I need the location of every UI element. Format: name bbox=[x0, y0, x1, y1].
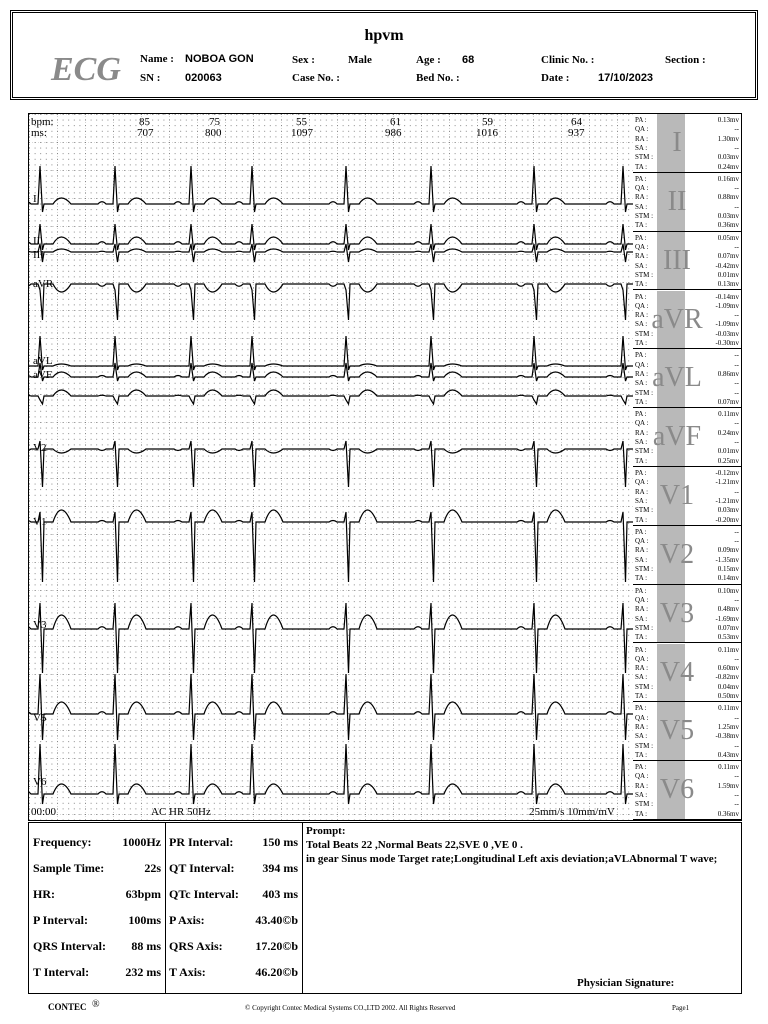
strip-time: 00:00 bbox=[31, 806, 57, 818]
lead-param-value: 0.25mv bbox=[717, 456, 739, 465]
lead-param-value: 1.30mv bbox=[717, 134, 739, 143]
lead-param-label: PA : bbox=[635, 410, 647, 419]
lead-param-label: TA : bbox=[635, 280, 648, 289]
lead-box-avl bbox=[633, 349, 741, 408]
lead-param-value: -- bbox=[734, 379, 739, 388]
lead-box-v5 bbox=[633, 702, 741, 761]
footer-copyright: © Copyright Contec Medical Systems CO.,LTD 2002. All Rights Reserved bbox=[245, 1004, 456, 1012]
prompt-line-1: Total Beats 22 ,Normal Beats 22,SVE 0 ,VE 0 . bbox=[306, 839, 523, 851]
lead-box-v1 bbox=[633, 467, 741, 526]
lead-param-label: RA : bbox=[635, 605, 649, 614]
lead-name: V5 bbox=[659, 715, 695, 747]
lead-box-ii bbox=[633, 173, 741, 232]
lead-label: V5 bbox=[33, 712, 47, 724]
measurements-table bbox=[28, 822, 742, 994]
lead-name: V1 bbox=[659, 480, 695, 511]
lead-param-label: STM : bbox=[635, 212, 654, 221]
filter-info: AC HR 50Hz bbox=[151, 806, 211, 818]
lead-param-label: QA : bbox=[635, 654, 649, 663]
lead-param-label: TA : bbox=[635, 515, 648, 524]
lead-param-value: 0.04mv bbox=[717, 682, 739, 691]
lead-param-value: -- bbox=[734, 713, 739, 722]
lead-param-label: SA : bbox=[635, 732, 648, 741]
hr-value: 63bpm bbox=[125, 887, 161, 901]
lead-name: I bbox=[672, 127, 682, 158]
lead-name: V4 bbox=[659, 656, 695, 688]
lead-param-label: SA : bbox=[635, 320, 648, 329]
lead-param-value: -1.21mv bbox=[715, 478, 739, 487]
lead-param-value: -- bbox=[734, 487, 739, 496]
qrs-axis-label: QRS Axis: bbox=[169, 939, 223, 953]
pr-interval-value: 150 ms bbox=[262, 835, 298, 849]
lead-label: aVR bbox=[33, 278, 54, 290]
age-value: 68 bbox=[462, 54, 475, 66]
lead-param-value: -- bbox=[734, 360, 739, 369]
case-label: Case No. : bbox=[292, 72, 340, 84]
date-label: Date : bbox=[541, 72, 570, 84]
beat-ms: 986 bbox=[385, 127, 402, 139]
lead-param-value: -1.21mv bbox=[715, 496, 739, 505]
lead-param-value: -0.38mv bbox=[715, 732, 739, 741]
lead-param-value: -- bbox=[734, 741, 739, 750]
lead-param-label: QA : bbox=[635, 772, 649, 781]
lead-param-value: 0.03mv bbox=[717, 153, 739, 162]
lead-param-value: 0.11mv bbox=[718, 763, 739, 772]
lead-param-value: 0.11mv bbox=[718, 410, 739, 419]
beat-ms: 1016 bbox=[476, 127, 498, 139]
beat-bpm: 55 bbox=[296, 116, 307, 128]
lead-param-value: -1.09mv bbox=[715, 301, 739, 310]
bpm-label: bpm: bbox=[31, 116, 54, 128]
lead-param-value: -0.82mv bbox=[715, 673, 739, 682]
lead-name: aVR bbox=[651, 303, 703, 335]
lead-label: I bbox=[33, 193, 37, 205]
lead-param-value: 0.16mv bbox=[717, 174, 739, 183]
lead-param-value: 0.11mv bbox=[718, 704, 739, 713]
lead-param-label: TA : bbox=[635, 456, 648, 465]
lead-name: III bbox=[663, 244, 691, 276]
lead-param-value: 0.48mv bbox=[717, 605, 739, 614]
lead-box-i bbox=[633, 114, 741, 173]
lead-param-label: TA : bbox=[635, 221, 648, 230]
t-interval-label: T Interval: bbox=[33, 965, 90, 979]
lead-param-label: SA : bbox=[635, 261, 648, 270]
lead-param-label: STM : bbox=[635, 506, 654, 515]
lead-param-value: 0.03mv bbox=[717, 506, 739, 515]
lead-param-value: 0.07mv bbox=[717, 252, 739, 261]
lead-param-value: -0.30mv bbox=[715, 339, 739, 347]
lead-param-label: QA : bbox=[635, 184, 649, 193]
lead-label: V1 bbox=[33, 516, 47, 528]
lead-param-label: RA : bbox=[635, 546, 649, 555]
lead-param-value: -- bbox=[734, 772, 739, 781]
lead-box-v4 bbox=[633, 644, 741, 703]
sn-label: SN : bbox=[140, 72, 161, 84]
lead-param-label: TA : bbox=[635, 809, 648, 818]
lead-param-label: TA : bbox=[635, 750, 648, 759]
lead-param-label: STM : bbox=[635, 741, 654, 750]
lead-param-value: -1.35mv bbox=[715, 555, 739, 564]
lead-param-value: 0.15mv bbox=[717, 565, 739, 574]
lead-param-value: 0.13mv bbox=[717, 280, 739, 289]
lead-param-value: -1.09mv bbox=[715, 320, 739, 329]
lead-param-value: 0.01mv bbox=[717, 447, 739, 456]
lead-param-value: -- bbox=[734, 388, 739, 397]
lead-param-label: PA : bbox=[635, 704, 647, 713]
lead-param-label: SA : bbox=[635, 202, 648, 211]
lead-param-label: RA : bbox=[635, 487, 649, 496]
lead-param-label: QA : bbox=[635, 537, 649, 546]
sample-time-label: Sample Time: bbox=[33, 861, 105, 875]
footer-brand: CONTEC bbox=[48, 1002, 87, 1012]
lead-label: V6 bbox=[33, 776, 47, 788]
qtc-interval-label: QTc Interval: bbox=[169, 887, 239, 901]
lead-param-label: TA : bbox=[635, 692, 648, 700]
qtc-interval-value: 403 ms bbox=[262, 887, 298, 901]
lead-box-v2 bbox=[633, 526, 741, 585]
p-interval-label: P Interval: bbox=[33, 913, 88, 927]
lead-param-value: 0.36mv bbox=[717, 221, 739, 230]
beat-ms: 707 bbox=[137, 127, 154, 139]
lead-param-value: -- bbox=[734, 143, 739, 152]
lead-param-value: -1.69mv bbox=[715, 614, 739, 623]
lead-param-value: 0.07mv bbox=[717, 623, 739, 632]
lead-param-label: STM : bbox=[635, 565, 654, 574]
date-value: 17/10/2023 bbox=[598, 72, 654, 84]
qrs-interval-value: 88 ms bbox=[131, 939, 161, 953]
lead-param-label: PA : bbox=[635, 586, 647, 595]
p-axis-label: P Axis: bbox=[169, 913, 205, 927]
lead-box-avr bbox=[633, 291, 741, 350]
lead-param-label: QA : bbox=[635, 478, 649, 487]
lead-param-label: RA : bbox=[635, 369, 649, 378]
prompt-label: Prompt: bbox=[306, 825, 346, 837]
lead-param-label: STM : bbox=[635, 329, 654, 338]
lead-param-value: -- bbox=[734, 654, 739, 663]
lead-param-label: PA : bbox=[635, 233, 647, 242]
lead-param-value: 0.50mv bbox=[717, 692, 739, 700]
lead-param-label: RA : bbox=[635, 134, 649, 143]
lead-name: aVF bbox=[652, 421, 702, 453]
lead-param-label: PA : bbox=[635, 351, 647, 360]
lead-param-label: SA : bbox=[635, 143, 648, 152]
lead-param-label: TA : bbox=[635, 162, 648, 171]
lead-param-label: QA : bbox=[635, 301, 649, 310]
lead-param-label: PA : bbox=[635, 116, 647, 124]
lead-param-value: -- bbox=[734, 419, 739, 428]
lead-param-label: SA : bbox=[635, 791, 648, 800]
hr-label: HR: bbox=[33, 887, 55, 901]
lead-param-value: 0.10mv bbox=[717, 586, 739, 595]
lead-name: II bbox=[667, 185, 687, 217]
lead-param-label: STM : bbox=[635, 270, 654, 279]
sample-time-value: 22s bbox=[144, 861, 161, 875]
lead-param-label: TA : bbox=[635, 397, 648, 406]
beat-bpm: 61 bbox=[390, 116, 401, 128]
lead-param-label: STM : bbox=[635, 682, 654, 691]
lead-param-value: 0.43mv bbox=[717, 750, 739, 759]
lead-param-label: STM : bbox=[635, 447, 654, 456]
frequency-label: Frequency: bbox=[33, 835, 92, 849]
lead-param-label: TA : bbox=[635, 574, 648, 583]
lead-param-label: TA : bbox=[635, 633, 648, 642]
lead-param-value: 0.03mv bbox=[717, 212, 739, 221]
lead-label: aVF bbox=[33, 369, 52, 381]
lead-param-label: TA : bbox=[635, 339, 648, 347]
qt-interval-label: QT Interval: bbox=[169, 861, 235, 875]
lead-param-value: 0.14mv bbox=[717, 574, 739, 583]
report-title: hpvm bbox=[364, 27, 404, 44]
lead-param-value: -- bbox=[734, 351, 739, 360]
lead-param-label: STM : bbox=[635, 623, 654, 632]
lead-param-label: STM : bbox=[635, 388, 654, 397]
lead-param-value: -0.20mv bbox=[715, 515, 739, 524]
lead-param-value: -- bbox=[734, 311, 739, 320]
qt-interval-value: 394 ms bbox=[262, 861, 298, 875]
lead-param-value: 0.86mv bbox=[717, 369, 739, 378]
lead-label: II bbox=[33, 235, 41, 247]
lead-param-label: RA : bbox=[635, 428, 649, 437]
lead-param-value: 1.25mv bbox=[717, 722, 739, 731]
sn-value: 020063 bbox=[185, 72, 222, 84]
footer-registered-mark: ® bbox=[92, 999, 100, 1010]
sex-label: Sex : bbox=[292, 54, 315, 66]
frequency-value: 1000Hz bbox=[122, 835, 161, 849]
qrs-axis-value: 17.20©b bbox=[255, 939, 298, 953]
lead-param-value: 0.11mv bbox=[718, 645, 739, 654]
lead-param-label: RA : bbox=[635, 722, 649, 731]
lead-param-label: STM : bbox=[635, 153, 654, 162]
qrs-interval-label: QRS Interval: bbox=[33, 939, 106, 953]
lead-param-label: RA : bbox=[635, 664, 649, 673]
lead-param-label: SA : bbox=[635, 496, 648, 505]
lead-param-value: -- bbox=[734, 438, 739, 447]
beat-bpm: 85 bbox=[139, 116, 150, 128]
p-axis-value: 43.40©b bbox=[255, 913, 298, 927]
speed-info: 25mm/s 10mm/mV bbox=[529, 806, 615, 818]
lead-box-iii bbox=[633, 232, 741, 291]
clinic-label: Clinic No. : bbox=[541, 54, 595, 66]
lead-param-label: PA : bbox=[635, 469, 647, 477]
lead-param-label: QA : bbox=[635, 713, 649, 722]
t-axis-label: T Axis: bbox=[169, 965, 206, 979]
t-interval-value: 232 ms bbox=[125, 965, 161, 979]
lead-param-label: SA : bbox=[635, 379, 648, 388]
lead-param-value: 0.36mv bbox=[717, 809, 739, 818]
lead-box-v3 bbox=[633, 585, 741, 644]
lead-label: V2 bbox=[33, 442, 47, 454]
t-axis-value: 46.20©b bbox=[255, 965, 298, 979]
lead-param-value: 0.24mv bbox=[717, 428, 739, 437]
beat-ms: 1097 bbox=[291, 127, 313, 139]
lead-param-label: STM : bbox=[635, 800, 654, 809]
lead-param-value: -- bbox=[734, 595, 739, 604]
pr-interval-label: PR Interval: bbox=[169, 835, 234, 849]
lead-param-label: PA : bbox=[635, 645, 647, 654]
lead-label: III bbox=[33, 249, 44, 261]
bed-label: Bed No. : bbox=[416, 72, 460, 84]
lead-param-label: RA : bbox=[635, 311, 649, 320]
lead-param-value: -- bbox=[734, 791, 739, 800]
sex-value: Male bbox=[348, 54, 372, 66]
lead-param-label: SA : bbox=[635, 438, 648, 447]
lead-param-value: 0.07mv bbox=[717, 397, 739, 406]
ms-label: ms: bbox=[31, 127, 47, 139]
beat-ms: 800 bbox=[205, 127, 222, 139]
lead-param-value: -0.42mv bbox=[715, 261, 739, 270]
ecg-logo: ECG bbox=[51, 51, 121, 88]
lead-param-value: 1.59mv bbox=[717, 781, 739, 790]
measurements-col-2 bbox=[165, 823, 303, 993]
age-label: Age : bbox=[416, 54, 441, 66]
section-label: Section : bbox=[665, 54, 706, 66]
lead-param-value: 0.01mv bbox=[717, 270, 739, 279]
lead-param-label: QA : bbox=[635, 595, 649, 604]
lead-param-value: -0.14mv bbox=[715, 292, 739, 301]
lead-param-value: -- bbox=[734, 242, 739, 251]
name-value: NOBOA GON bbox=[185, 53, 254, 65]
prompt-line-2: in gear Sinus mode Target rate;Longitudinal Left axis deviation;aVLAbnormal T wave; bbox=[306, 853, 718, 865]
lead-box-avf bbox=[633, 408, 741, 467]
lead-param-value: -0.12mv bbox=[715, 469, 739, 477]
physician-signature-label: Physician Signature: bbox=[577, 977, 675, 989]
footer-page: Page1 bbox=[672, 1004, 690, 1012]
lead-param-value: 0.88mv bbox=[717, 193, 739, 202]
lead-param-label: PA : bbox=[635, 527, 647, 536]
measurements-col-1 bbox=[29, 823, 166, 993]
ecg-strip bbox=[28, 113, 742, 821]
lead-param-value: -- bbox=[734, 527, 739, 536]
lead-param-label: RA : bbox=[635, 193, 649, 202]
lead-param-value: 0.60mv bbox=[717, 664, 739, 673]
name-label: Name : bbox=[140, 53, 174, 65]
lead-name: V6 bbox=[659, 774, 695, 806]
lead-param-label: QA : bbox=[635, 360, 649, 369]
lead-label: aVL bbox=[33, 355, 53, 367]
beat-bpm: 75 bbox=[209, 116, 220, 128]
lead-param-label: RA : bbox=[635, 252, 649, 261]
lead-param-value: -- bbox=[734, 202, 739, 211]
lead-param-value: 0.05mv bbox=[717, 233, 739, 242]
p-interval-value: 100ms bbox=[128, 913, 161, 927]
lead-param-label: QA : bbox=[635, 125, 649, 134]
lead-param-label: SA : bbox=[635, 614, 648, 623]
lead-param-value: -- bbox=[734, 537, 739, 546]
lead-param-value: 0.13mv bbox=[717, 116, 739, 124]
lead-param-label: PA : bbox=[635, 292, 647, 301]
lead-param-label: QA : bbox=[635, 242, 649, 251]
beat-bpm: 64 bbox=[571, 116, 582, 128]
lead-param-label: RA : bbox=[635, 781, 649, 790]
lead-param-value: -0.03mv bbox=[715, 329, 739, 338]
lead-param-value: -- bbox=[734, 184, 739, 193]
lead-label: V3 bbox=[33, 619, 47, 631]
lead-box-v6 bbox=[633, 761, 741, 820]
lead-param-value: -- bbox=[734, 125, 739, 134]
report-header bbox=[10, 10, 758, 100]
beat-bpm: 59 bbox=[482, 116, 493, 128]
lead-name: V3 bbox=[659, 597, 695, 629]
ecg-waveforms bbox=[29, 114, 633, 820]
lead-param-label: PA : bbox=[635, 763, 647, 772]
lead-param-label: SA : bbox=[635, 555, 648, 564]
lead-param-value: 0.53mv bbox=[717, 633, 739, 642]
lead-param-label: PA : bbox=[635, 174, 647, 183]
lead-param-value: 0.24mv bbox=[717, 162, 739, 171]
lead-param-label: SA : bbox=[635, 673, 648, 682]
beat-ms: 937 bbox=[568, 127, 585, 139]
lead-param-label: QA : bbox=[635, 419, 649, 428]
lead-name: aVL bbox=[652, 362, 702, 394]
lead-param-value: -- bbox=[734, 800, 739, 809]
lead-param-value: 0.09mv bbox=[717, 546, 739, 555]
lead-name: V2 bbox=[659, 538, 695, 570]
